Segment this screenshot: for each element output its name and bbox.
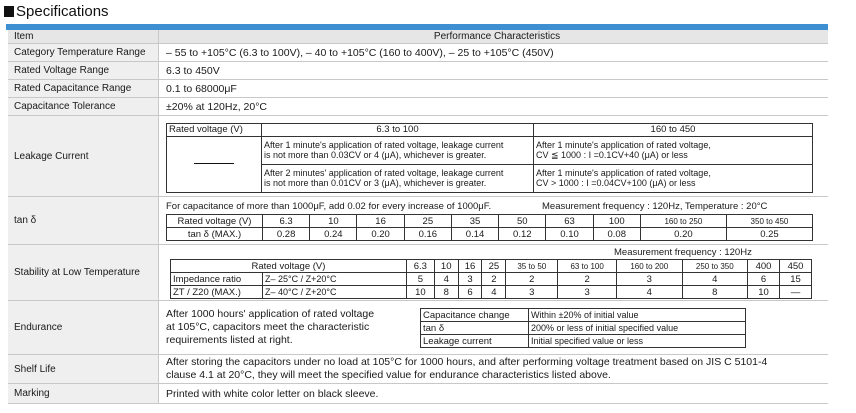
- header-performance: Performance Characteristics: [433, 31, 561, 42]
- dash-mark: [194, 163, 234, 164]
- category-temperature-value: – 55 to +105°C (6.3 to 100V), – 40 to +105°C (160 to 400V), – 25 to +105°C (450V): [166, 46, 554, 59]
- impedance-ratio-label: Impedance ratio: [171, 273, 263, 286]
- shelf-life-line1: After storing the capacitors under no load at 105°C for 1000 hours, and after performing voltage treatment based on JIS C 5101-4: [166, 356, 768, 368]
- leakage-a1: [262, 137, 534, 165]
- stability-row2-cell: 6: [458, 286, 482, 299]
- leakage-a1-line2: is not more than 0.03CV or 4 (μA), whichever is greater.: [264, 150, 487, 160]
- tan-value-cell: 0.08: [593, 228, 640, 241]
- stability-row1-cell: 2: [506, 273, 558, 286]
- stability-row2-cell: 10: [406, 286, 434, 299]
- endurance-item-value: 200% or less of initial specified value: [529, 322, 746, 335]
- tan-voltage-cell: 16: [357, 215, 404, 228]
- stability-voltage-cell: 63 to 100: [558, 260, 617, 273]
- stability-voltage-cell: 160 to 200: [617, 260, 683, 273]
- shelf-life-text: [166, 356, 767, 382]
- page-title: Specifications: [16, 2, 109, 20]
- endurance-item-name: tan δ: [421, 322, 529, 335]
- tan-value-cell: 0.10: [546, 228, 593, 241]
- leakage-b2-line2: CV > 1000 : I =0.04CV+100 (μA) or less: [536, 178, 696, 188]
- endurance-line3: requirements listed at right.: [166, 334, 293, 346]
- tan-delta-label: tan δ: [8, 197, 159, 244]
- tan-value-cell: 0.25: [726, 228, 812, 241]
- endurance-item-value: Initial specified value or less: [529, 335, 746, 348]
- marking-value: Printed with white color letter on black sleeve.: [166, 387, 379, 400]
- tan-voltage-cell: 160 to 250: [640, 215, 726, 228]
- header-row: [8, 30, 828, 44]
- tan-max-header: tan δ (MAX.): [167, 228, 263, 241]
- rated-voltage-value: 6.3 to 450V: [166, 64, 220, 77]
- stability-voltage-cell: 35 to 50: [506, 260, 558, 273]
- endurance-text: [166, 308, 374, 347]
- category-temperature-row: [8, 44, 828, 62]
- stability-row1-cell: 4: [682, 273, 748, 286]
- endurance-label: Endurance: [8, 301, 159, 354]
- stability-row2-cell: 8: [434, 286, 458, 299]
- rated-voltage-row: [8, 62, 828, 80]
- stability-row1-cell: 3: [617, 273, 683, 286]
- tan-voltage-cell: 35: [451, 215, 498, 228]
- leakage-rated-voltage-header: Rated voltage (V): [167, 124, 262, 137]
- tan-voltage-header: Rated voltage (V): [167, 215, 263, 228]
- shelf-life-label: Shelf Life: [8, 355, 159, 383]
- leakage-current-label: Leakage Current: [8, 116, 159, 196]
- stability-voltage-cell: 250 to 350: [682, 260, 748, 273]
- endurance-table: [420, 308, 746, 348]
- stability-row2-cell: 10: [748, 286, 780, 299]
- tan-voltage-cell: 350 to 450: [726, 215, 812, 228]
- rated-capacitance-row: [8, 80, 828, 98]
- endurance-item-value: Within ±20% of initial value: [529, 309, 746, 322]
- stability-label: Stability at Low Temperature: [8, 245, 159, 300]
- tan-voltage-cell: 63: [546, 215, 593, 228]
- endurance-item-name: Leakage current: [421, 335, 529, 348]
- stability-voltage-cell: 25: [482, 260, 506, 273]
- capacitance-tolerance-value: ±20% at 120Hz, 20°C: [166, 100, 268, 113]
- header-item: Item: [8, 30, 159, 43]
- stability-row2-cell: 8: [682, 286, 748, 299]
- tan-table: [166, 214, 813, 241]
- stability-voltage-header: Rated voltage (V): [171, 260, 407, 273]
- impedance-cond1: Z– 25°C / Z+20°C: [263, 273, 407, 286]
- tan-voltage-cell: 10: [310, 215, 357, 228]
- marking-label: Marking: [8, 384, 159, 403]
- stability-row1-cell: 2: [482, 273, 506, 286]
- leakage-b2-line1: After 1 minute's application of rated voltage,: [536, 168, 711, 178]
- leakage-a2-line2: is not more than 0.01CV or 3 (μA), whichever is greater.: [264, 178, 487, 188]
- stability-voltage-cell: 6.3: [406, 260, 434, 273]
- shelf-life-line2: clause 4.1 at 20°C, they will meet the specified value for endurance characteristics listed above.: [166, 369, 611, 381]
- leakage-table: [166, 123, 813, 193]
- capacitance-tolerance-row: [8, 98, 828, 116]
- capacitance-tolerance-label: Capacitance Tolerance: [8, 98, 159, 115]
- stability-voltage-cell: 400: [748, 260, 780, 273]
- stability-row2-cell: 3: [558, 286, 617, 299]
- tan-note: For capacitance of more than 1000μF, add 0.02 for every increase of 1000μF.: [166, 201, 492, 212]
- stability-voltage-cell: 450: [779, 260, 811, 273]
- marking-row: [8, 384, 828, 404]
- tan-voltage-cell: 50: [499, 215, 546, 228]
- stability-voltage-cell: 16: [458, 260, 482, 273]
- heading-square-icon: [4, 6, 14, 17]
- stability-row1-cell: 6: [748, 273, 780, 286]
- section-heading: [4, 2, 109, 20]
- tan-value-cell: 0.20: [640, 228, 726, 241]
- stability-row1-cell: 3: [458, 273, 482, 286]
- endurance-line2: at 105°C, capacitors meet the characteristic: [166, 321, 370, 333]
- leakage-range-b: 160 to 450: [534, 124, 813, 137]
- tan-value-cell: 0.28: [263, 228, 310, 241]
- leakage-b1: [534, 137, 813, 165]
- leakage-range-a: 6.3 to 100: [262, 124, 534, 137]
- leakage-b2: [534, 165, 813, 193]
- tan-value-cell: 0.12: [499, 228, 546, 241]
- leakage-a2: [262, 165, 534, 193]
- tan-value-cell: 0.14: [451, 228, 498, 241]
- stability-row2-cell: 3: [506, 286, 558, 299]
- rated-capacitance-label: Rated Capacitance Range: [8, 80, 159, 97]
- leakage-a2-line1: After 2 minutes' application of rated voltage, leakage current: [264, 168, 504, 178]
- rated-capacitance-value: 0.1 to 68000μF: [166, 82, 237, 95]
- endurance-item-name: Capacitance change: [421, 309, 529, 322]
- tan-measurement: Measurement frequency : 120Hz, Temperature : 20°C: [542, 201, 768, 212]
- stability-row1-cell: 15: [779, 273, 811, 286]
- endurance-line1: After 1000 hours' application of rated voltage: [166, 308, 375, 320]
- stability-row1-cell: 4: [434, 273, 458, 286]
- category-temperature-label: Category Temperature Range: [8, 44, 159, 61]
- rated-voltage-label: Rated Voltage Range: [8, 62, 159, 79]
- stability-row1-cell: 2: [558, 273, 617, 286]
- tan-voltage-cell: 100: [593, 215, 640, 228]
- leakage-b1-line2: CV ≦ 1000 : I =0.1CV+40 (μA) or less: [536, 150, 688, 160]
- stability-row2-cell: 4: [617, 286, 683, 299]
- tan-value-cell: 0.24: [310, 228, 357, 241]
- tan-value-cell: 0.16: [404, 228, 451, 241]
- zt-z20-label: ZT / Z20 (MAX.): [171, 286, 263, 299]
- stability-voltage-cell: 10: [434, 260, 458, 273]
- tan-voltage-cell: 6.3: [263, 215, 310, 228]
- tan-voltage-cell: 25: [404, 215, 451, 228]
- leakage-b1-line1: After 1 minute's application of rated voltage,: [536, 140, 711, 150]
- stability-measurement: Measurement frequency : 120Hz: [614, 247, 752, 258]
- stability-row2-cell: —: [779, 286, 811, 299]
- stability-row2-cell: 4: [482, 286, 506, 299]
- leakage-blank-cell: [167, 137, 262, 193]
- leakage-a1-line1: After 1 minute's application of rated voltage, leakage current: [264, 140, 504, 150]
- impedance-cond2: Z– 40°C / Z+20°C: [263, 286, 407, 299]
- tan-value-cell: 0.20: [357, 228, 404, 241]
- stability-table: [170, 259, 812, 299]
- stability-row1-cell: 5: [406, 273, 434, 286]
